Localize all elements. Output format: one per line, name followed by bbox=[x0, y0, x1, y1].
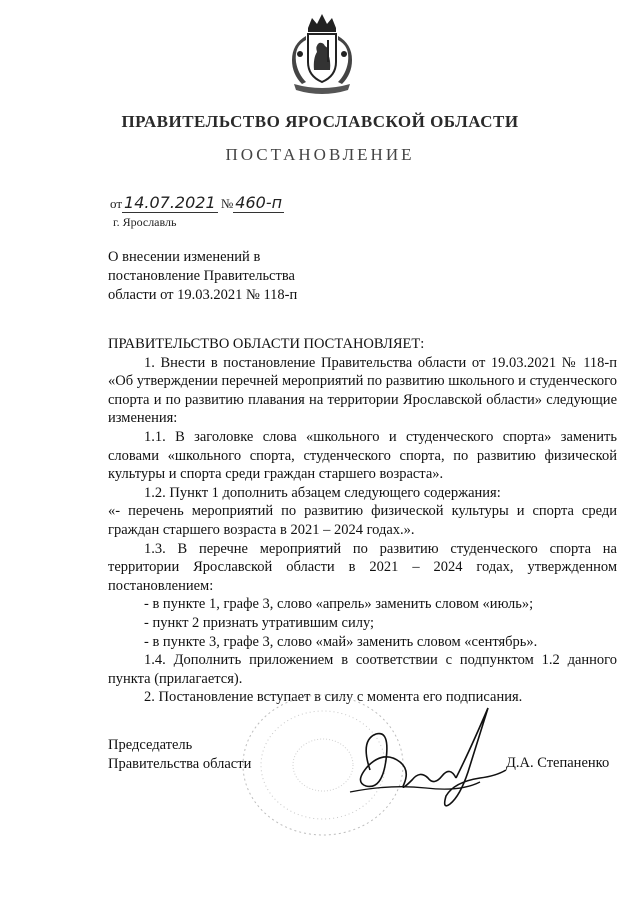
paragraph-1-3-item: - в пункте 3, графе 3, слово «май» заменить словом «сентябрь». bbox=[144, 633, 538, 650]
paragraph-1-3-item: - пункт 2 признать утратившим силу; bbox=[144, 614, 375, 631]
paragraph-2: 2. Постановление вступает в силу с момента его подписания. bbox=[144, 689, 523, 706]
handwritten-signature bbox=[330, 700, 520, 820]
subject-line: области от 19.03.2021 № 118-п bbox=[108, 287, 298, 303]
document-number: 460-п bbox=[235, 193, 283, 212]
paragraph-1-2: 1.2. Пункт 1 дополнить абзацем следующего содержания: bbox=[144, 484, 501, 501]
document-body bbox=[108, 335, 617, 707]
coat-of-arms-icon bbox=[286, 10, 358, 100]
document-date-number bbox=[110, 193, 284, 212]
paragraph-1: 1. Внести в постановление Правительства области от 19.03.2021 № 118-п «Об утверждении перечней мероприятий по развитию школьного и студенческого спорта и по развитию плавания на территории Ярославской области» следующие изменения: bbox=[108, 354, 617, 427]
paragraph-1-3: 1.3. В перечне мероприятий по развитию студенческого спорта на территории Ярославской области в 2021 – 2024 годах, утвержденном постановлением: bbox=[108, 540, 617, 594]
decree-line: ПРАВИТЕЛЬСТВО ОБЛАСТИ ПОСТАНОВЛЯЕТ: bbox=[108, 336, 425, 352]
organization-title: ПРАВИТЕЛЬСТВО ЯРОСЛАВСКОЙ ОБЛАСТИ bbox=[121, 112, 519, 131]
date-prefix: от bbox=[110, 196, 123, 211]
paragraph-1-1: 1.1. В заголовке слова «школьного и студенческого спорта» заменить словами «школьного спорта, студенческого спорта, по развитию физической культуры и спорта среди граждан старшего возраста». bbox=[108, 428, 617, 483]
number-prefix: № bbox=[220, 196, 234, 211]
document-type: ПОСТАНОВЛЕНИЕ bbox=[225, 145, 415, 164]
paragraph-1-3-item: - в пункте 1, графе 3, слово «апрель» заменить словом «июль»; bbox=[144, 596, 534, 613]
document-city: г. Ярославль bbox=[113, 215, 177, 229]
subject-line: О внесении изменений в bbox=[108, 249, 261, 265]
signatory-post-line: Правительства области bbox=[108, 756, 252, 772]
document-date: 14.07.2021 bbox=[124, 193, 216, 212]
signatory-post-line: Председатель bbox=[108, 737, 193, 753]
document-subject bbox=[108, 248, 348, 305]
subject-line: постановление Правительства bbox=[108, 268, 295, 284]
signatory-post bbox=[108, 736, 251, 774]
paragraph-1-4: 1.4. Дополнить приложением в соответствии с подпунктом 1.2 данного пункта (прилагается). bbox=[108, 652, 617, 687]
signatory-name: Д.А. Степаненко bbox=[506, 755, 610, 771]
paragraph-1-2-quote: «- перечень мероприятий по развитию физической культуры и спорта среди граждан старшего возраста в 2021 – 2024 годах.». bbox=[108, 503, 617, 538]
